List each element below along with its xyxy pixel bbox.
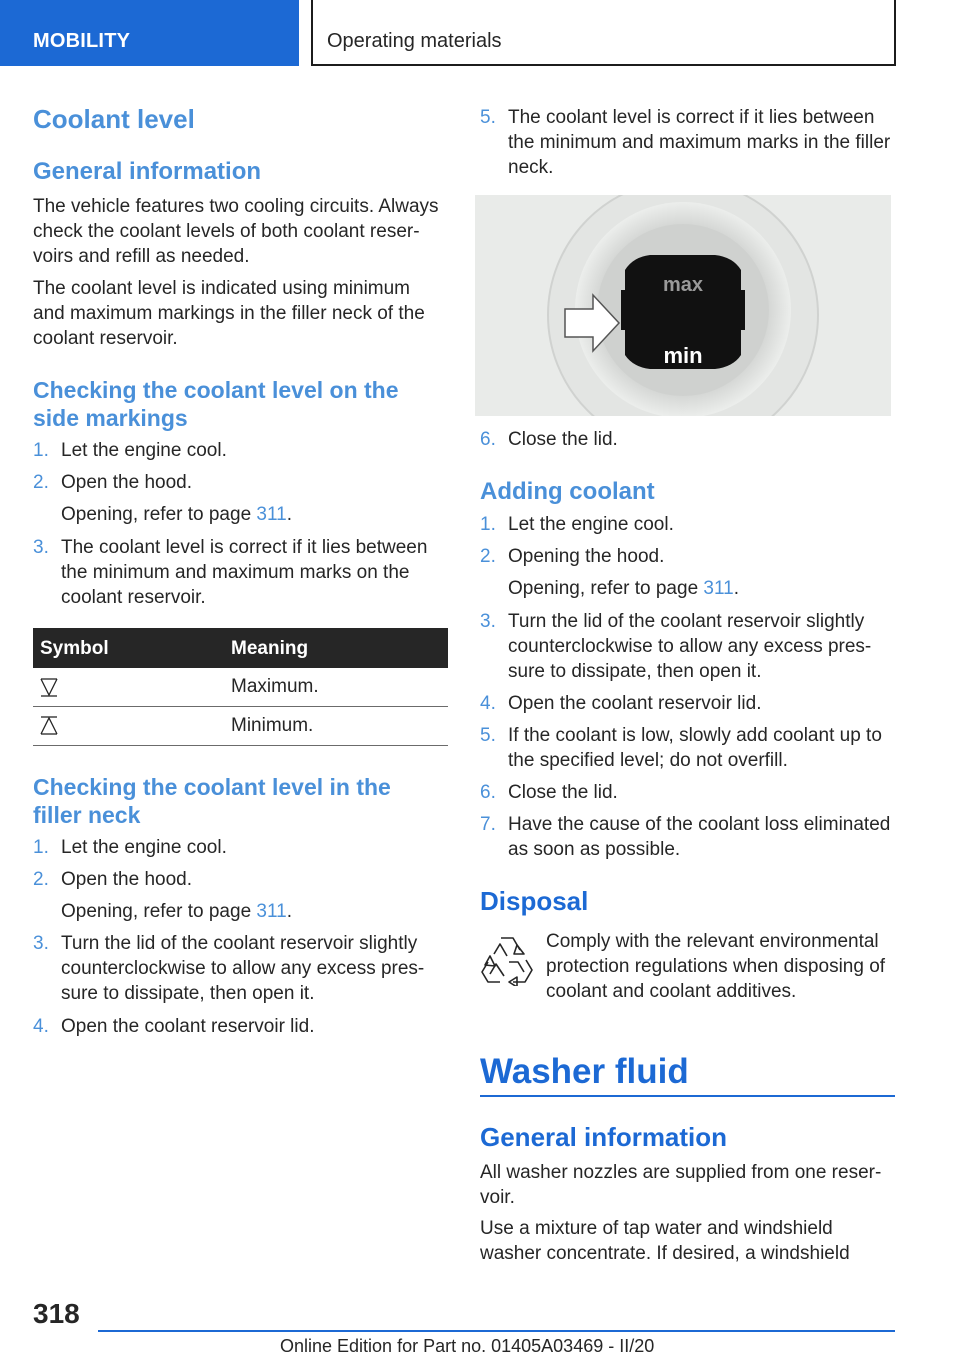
section-label: MOBILITY xyxy=(33,30,131,52)
page-link[interactable]: 311 xyxy=(703,578,734,599)
list-item: 1. Let the engine cool. xyxy=(33,440,227,461)
column-header-meaning: Meaning xyxy=(231,638,309,659)
washer-fluid-title: Washer fluid xyxy=(480,1052,689,1091)
symbol-table xyxy=(33,628,448,746)
list-item: 5. If the coolant is low, slowly add coolant up to the specified level; do not overfill. xyxy=(480,725,882,771)
list-item: 1. Let the engine cool. xyxy=(480,514,674,535)
washer-paragraph-2: Use a mixture of tap water and windshield washer concentrate. If desired, a windshield xyxy=(480,1218,850,1264)
list-item: 1. Let the engine cool. xyxy=(33,837,227,858)
footer-divider xyxy=(98,1330,895,1332)
list-item: 3. Turn the lid of the coolant reservoir slightly counterclockwise to allow any excess pres- sure to dissipate, then open it. xyxy=(480,611,872,682)
section-divider xyxy=(480,1095,895,1097)
table-row xyxy=(33,707,448,746)
column-header-symbol: Symbol xyxy=(40,638,109,659)
table-row xyxy=(33,668,448,707)
adding-coolant-heading: Adding coolant xyxy=(480,478,655,505)
min-label: min xyxy=(663,343,703,368)
table-header xyxy=(33,628,448,668)
page-link[interactable]: 311 xyxy=(256,901,287,922)
chapter-tab xyxy=(311,0,896,66)
recycle-icon xyxy=(480,932,534,986)
filler-neck-illustration xyxy=(475,195,891,416)
page-number: 318 xyxy=(33,1298,80,1329)
chapter-label: Operating materials xyxy=(327,30,502,52)
list-item: 6. Close the lid. xyxy=(480,429,618,450)
list-item: Opening, refer to page 311. xyxy=(508,578,739,599)
general-info-paragraph-1: The vehicle features two cooling circuits. Always check the coolant levels of both coolant reser- voirs and refill as needed. xyxy=(33,196,439,267)
list-item: 2. Open the hood. xyxy=(33,472,192,493)
disposal-text: Comply with the relevant environmental protection regulations when disposing of coolant and coolant additives. xyxy=(546,931,886,1002)
list-item: 2. Open the hood. xyxy=(33,869,192,890)
filler-neck-heading: Checking the coolant level in the filler neck xyxy=(33,774,391,828)
list-item: 4. Open the coolant reservoir lid. xyxy=(33,1016,315,1037)
general-info-heading: General information xyxy=(33,158,262,185)
list-item: 7. Have the cause of the coolant loss eliminated as soon as possible. xyxy=(480,814,891,860)
max-label: max xyxy=(662,274,704,296)
list-item: 3. The coolant level is correct if it lies between the minimum and maximum marks on the coolant reservoir. xyxy=(33,537,428,608)
disposal-heading: Disposal xyxy=(480,886,589,916)
list-item: Opening, refer to page 311. xyxy=(61,504,292,525)
list-item: 4. Open the coolant reservoir lid. xyxy=(480,693,762,714)
filler-neck-drawing xyxy=(475,195,891,416)
max-triangle-icon xyxy=(40,677,58,697)
meaning-cell: Maximum. xyxy=(231,676,319,697)
footer-edition: Online Edition for Part no. 01405A03469 - II/20 xyxy=(280,1336,655,1356)
meaning-cell: Minimum. xyxy=(231,715,314,736)
section-tab xyxy=(0,0,299,66)
list-item: 5. The coolant level is correct if it lies between the minimum and maximum marks in the filler neck. xyxy=(480,107,891,178)
min-triangle-icon xyxy=(40,716,58,736)
page-link[interactable]: 311 xyxy=(256,504,287,525)
washer-general-heading: General information xyxy=(480,1122,728,1152)
list-item: Opening, refer to page 311. xyxy=(61,901,292,922)
coolant-level-title: Coolant level xyxy=(33,104,195,134)
washer-paragraph-1: All washer nozzles are supplied from one reser- voir. xyxy=(480,1162,882,1208)
list-item: 2. Opening the hood. xyxy=(480,546,665,567)
list-item: 3. Turn the lid of the coolant reservoir slightly counterclockwise to allow any excess pres- sure to dissipate, then open it. xyxy=(33,933,425,1004)
side-markings-heading: Checking the coolant level on the side markings xyxy=(33,377,399,431)
general-info-paragraph-2: The coolant level is indicated using minimum and maximum markings in the filler neck of the coolant reservoir. xyxy=(33,278,425,349)
list-item: 6. Close the lid. xyxy=(480,782,618,803)
